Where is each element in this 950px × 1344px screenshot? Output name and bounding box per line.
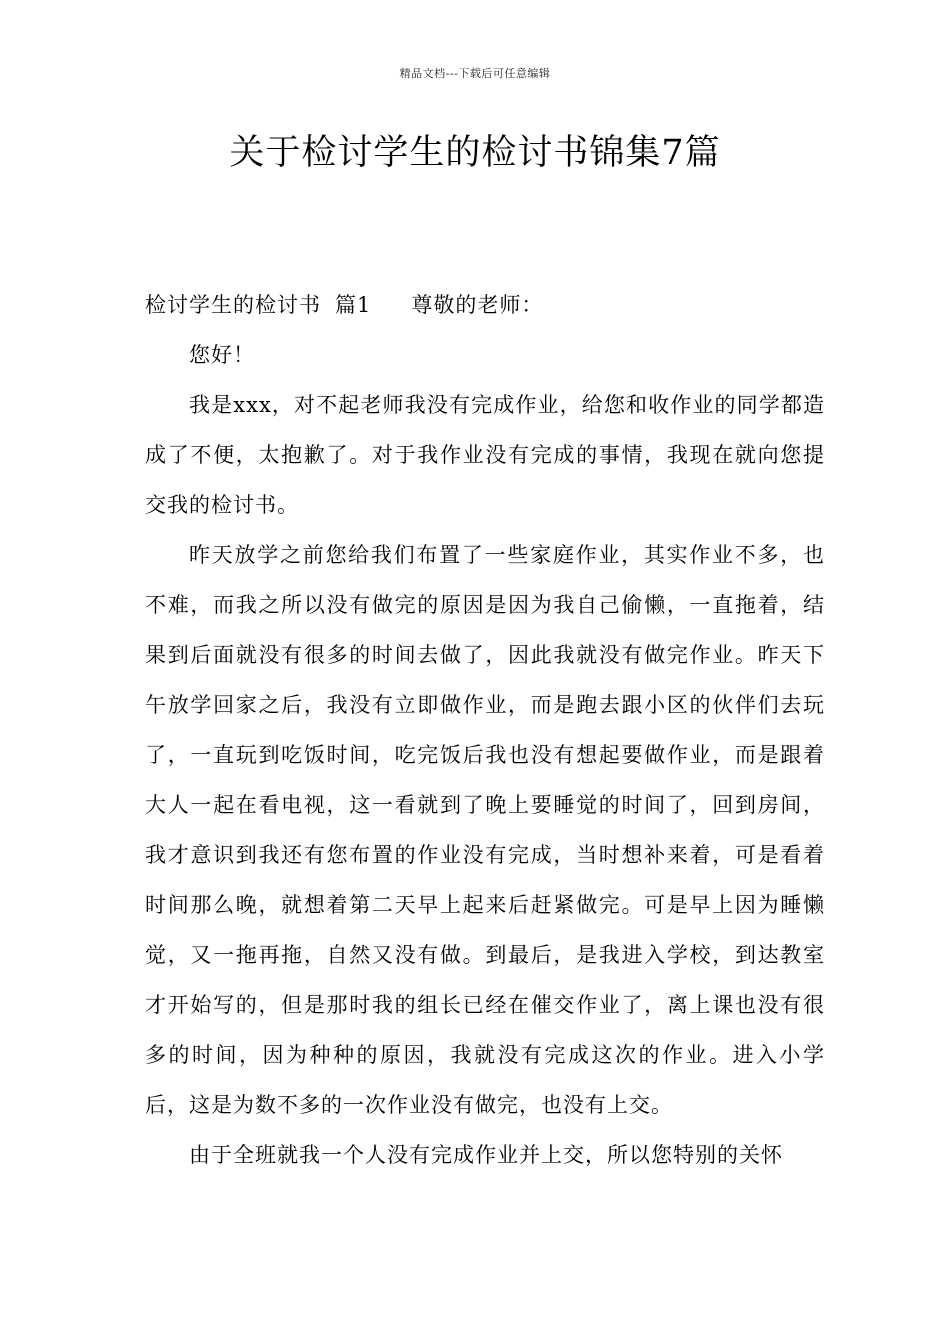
paragraph-3: 由于全班就我一个人没有完成作业并上交，所以您特别的关怀 [189, 1143, 783, 1167]
salutation: 尊敬的老师： [411, 293, 544, 317]
document-body [145, 280, 825, 1180]
header-note: 精品文档---下载后可任意编辑 [399, 67, 551, 80]
section-heading-line [145, 280, 825, 330]
section-heading: 检讨学生的检讨书 [145, 293, 321, 317]
greeting: 您好！ [189, 343, 255, 367]
paragraph-2: 昨天放学之前您给我们布置了一些家庭作业，其实作业不多，也不难，而我之所以没有做完的原因是因为我自己偷懒，一直拖着，结果到后面就没有很多的时间去做了，因此我就没有做完作业。昨天下午放学回家之后，我没有立即做作业，而是跑去跟小区的伙伴们去玩了，一直玩到吃饭时间，吃完饭后我也没有想起要做作业，而是跟着大人一起在看电视，这一看就到了晚上要睡觉的时间了，回到房间，我才意识到我还有您布置的作业没有完成，当时想补来着，可是看着时间那么晚，就想着第二天早上起来后赶紧做完。可是早上因为睡懒觉，又一拖再拖，自然又没有做。到最后，是我进入学校，到达教室才开始写的，但是那时我的组长已经在催交作业了，离上课也没有很多的时间，因为种种的原因，我就没有完成这次的作业。进入小学后，这是为数不多的一次作业没有做完，也没有上交。 [145, 543, 825, 1117]
paragraph-1: 我是xxx，对不起老师我没有完成作业，给您和收作业的同学都造成了不便，太抱歉了。对于我作业没有完成的事情，我现在就向您提交我的检讨书。 [145, 393, 825, 517]
section-number: 篇1 [335, 293, 372, 317]
document-title: 关于检讨学生的检讨书锦集7篇 [229, 133, 721, 173]
